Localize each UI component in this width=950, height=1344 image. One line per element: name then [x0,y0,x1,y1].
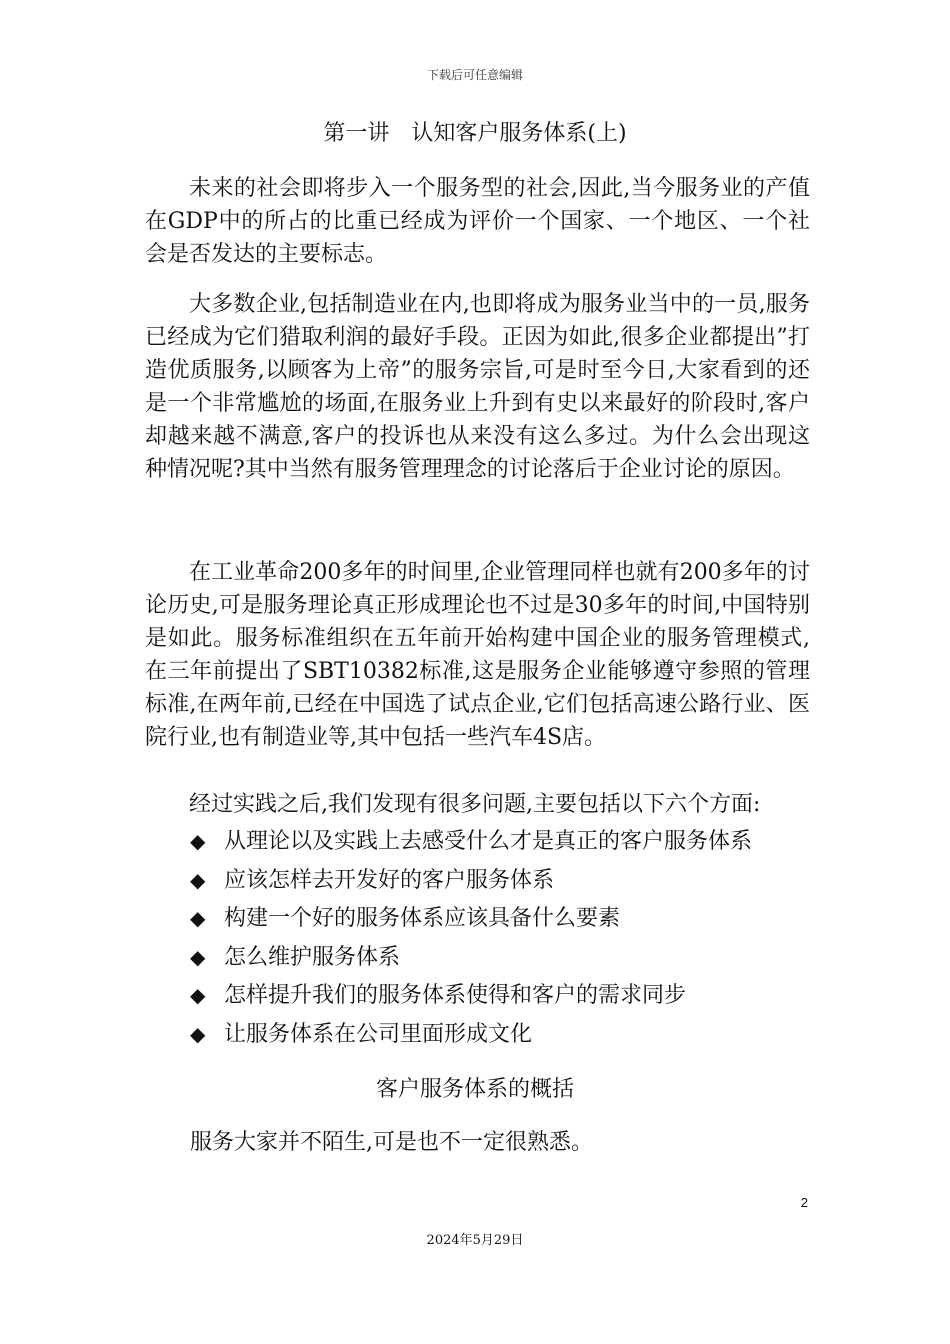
diamond-bullet-icon: ◆ [190,867,206,892]
page-header: 下载后可任意编辑 [426,68,523,82]
bullet-item [190,1015,752,1054]
bullet-item [190,938,752,977]
bullet-item [190,822,752,861]
paragraph-4: 经过实践之后,我们发现有很多问题,主要包括以下六个方面: [189,792,761,817]
bullet-item [190,976,752,1015]
paragraph-1: 未来的社会即将步入一个服务型的社会,因此,当今服务业的产值在GDP中的所占的比重已经成为评价一个国家、一个地区、一个社会是否发达的主要标志。 [145,176,810,267]
diamond-bullet-icon: ◆ [190,1021,206,1046]
bullet-text: 应该怎样去开发好的客户服务体系 [224,867,555,893]
bullet-text: 怎么维护服务体系 [224,944,401,970]
diamond-bullet-icon: ◆ [190,829,206,853]
bullet-text: 让服务体系在公司里面形成文化 [224,1021,533,1047]
lecture-title: 第一讲 认知客户服务体系(上) [323,121,627,146]
diamond-bullet-icon: ◆ [190,906,206,931]
paragraph-3: 在工业革命200多年的时间里,企业管理同样也就有200多年的讨论历史,可是服务理论真正形成理论也不过是30多年的时间,中国特别是如此。服务标准组织在五年前开始构建中国企业的服务管理模式,在三年前提出了SBT10382标准,这是服务企业能够遵守参照的管理标准,在两年前,已经在中国选了试点企业,它们包括高速公路行业、医院行业,也有制造业等,其中包括一些汽车4S店。 [145,560,810,750]
paragraph-2: 大多数企业,包括制造业在内,也即将成为服务业当中的一员,服务已经成为它们猎取利润的最好手段。正因为如此,很多企业都提出”打造优质服务,以顾客为上帝”的服务宗旨,可是时至今日,大家看到的还是一个非常尴尬的场面,在服务业上升到有史以来最好的阶段时,客户却越来越不满意,客户的投诉也从来没有这么多过。为什么会出现这种情况呢?其中当然有服务管理理念的讨论落后于企业讨论的原因。 [145,292,810,482]
page-footer-date: 2024年5月29日 [426,1233,524,1248]
bullet-list [190,822,752,1054]
diamond-bullet-icon: ◆ [190,944,206,969]
bullet-text: 从理论以及实践上去感受什么才是真正的客户服务体系 [224,829,753,854]
closing-paragraph: 服务大家并不陌生,可是也不一定很熟悉。 [190,1130,593,1155]
page-number: 2 [800,1195,808,1210]
bullet-item [190,861,752,900]
bullet-text: 怎样提升我们的服务体系使得和客户的需求同步 [224,983,687,1009]
bullet-text: 构建一个好的服务体系应该具备什么要素 [224,906,621,932]
diamond-bullet-icon: ◆ [190,983,206,1008]
bullet-item [190,899,752,938]
section-subtitle: 客户服务体系的概括 [375,1077,574,1102]
